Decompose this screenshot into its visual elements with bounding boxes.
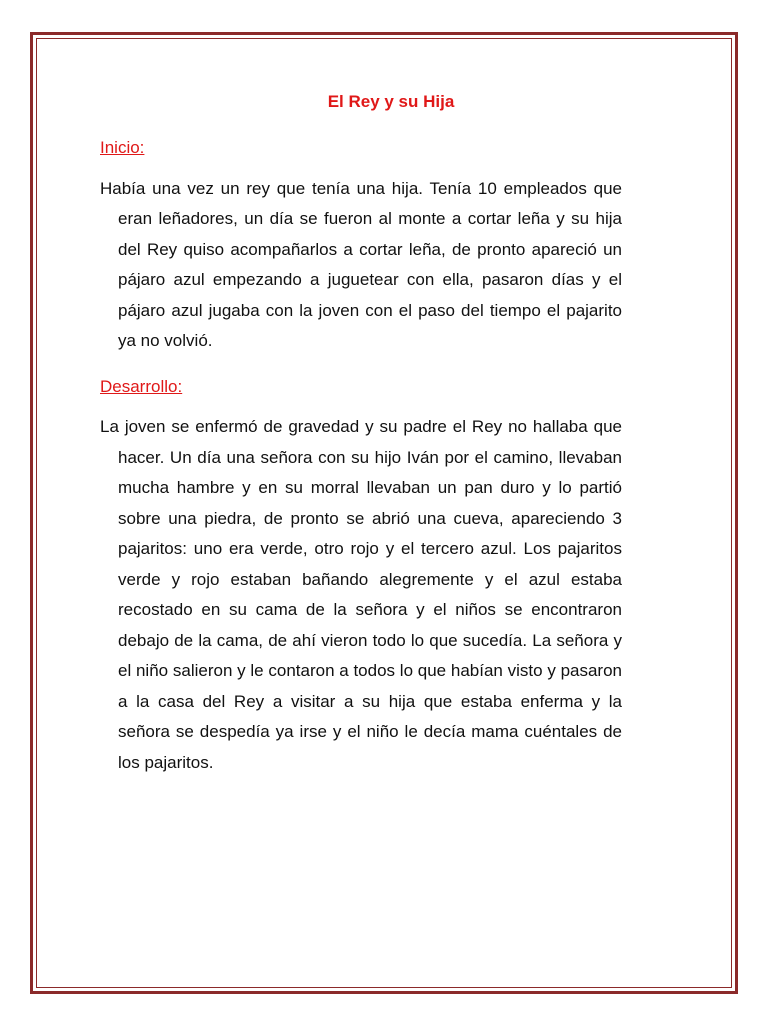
section-body-desarrollo: La joven se enfermó de gravedad y su padre el Rey no hallaba que hacer. Un día una señora con su hijo Iván por el camino, llevaban mucha hambre y en su morral llevaban un pan duro y lo partió sobre una piedra, de pronto se abrió una cueva, apareciendo 3 pajaritos: uno era verde, otro rojo y el tercero azul. Los pajaritos verde y rojo estaban bañando alegremente y el azul estaba recostado en su cama de la señora y el niños se encontraron debajo de la cama, de ahí vieron todo lo que sucedía. La señora y el niño salieron y le contaron a todos lo que habían visto y pasaron a la casa del Rey a visitar a su hija que estaba enferma y la señora se despedía ya irse y el niño le decía mama cuéntales de los pajaritos.: [100, 417, 622, 772]
section-heading-desarrollo: Desarrollo:: [100, 376, 183, 396]
section-heading-inicio: Inicio:: [100, 137, 145, 157]
section-body-inicio: Había una vez un rey que tenía una hija. Tenía 10 empleados que eran leñadores, un día se fueron al monte a cortar leña y su hija del Rey quiso acompañarlos a cortar leña, de pronto apareció un pájaro azul empezando a juguetear con ella, pasaron días y el pájaro azul jugaba con la joven con el paso del tiempo el pajarito ya no volvió.: [100, 178, 622, 351]
document-content: [100, 90, 622, 796]
document-title: El Rey y su Hija: [327, 92, 455, 111]
